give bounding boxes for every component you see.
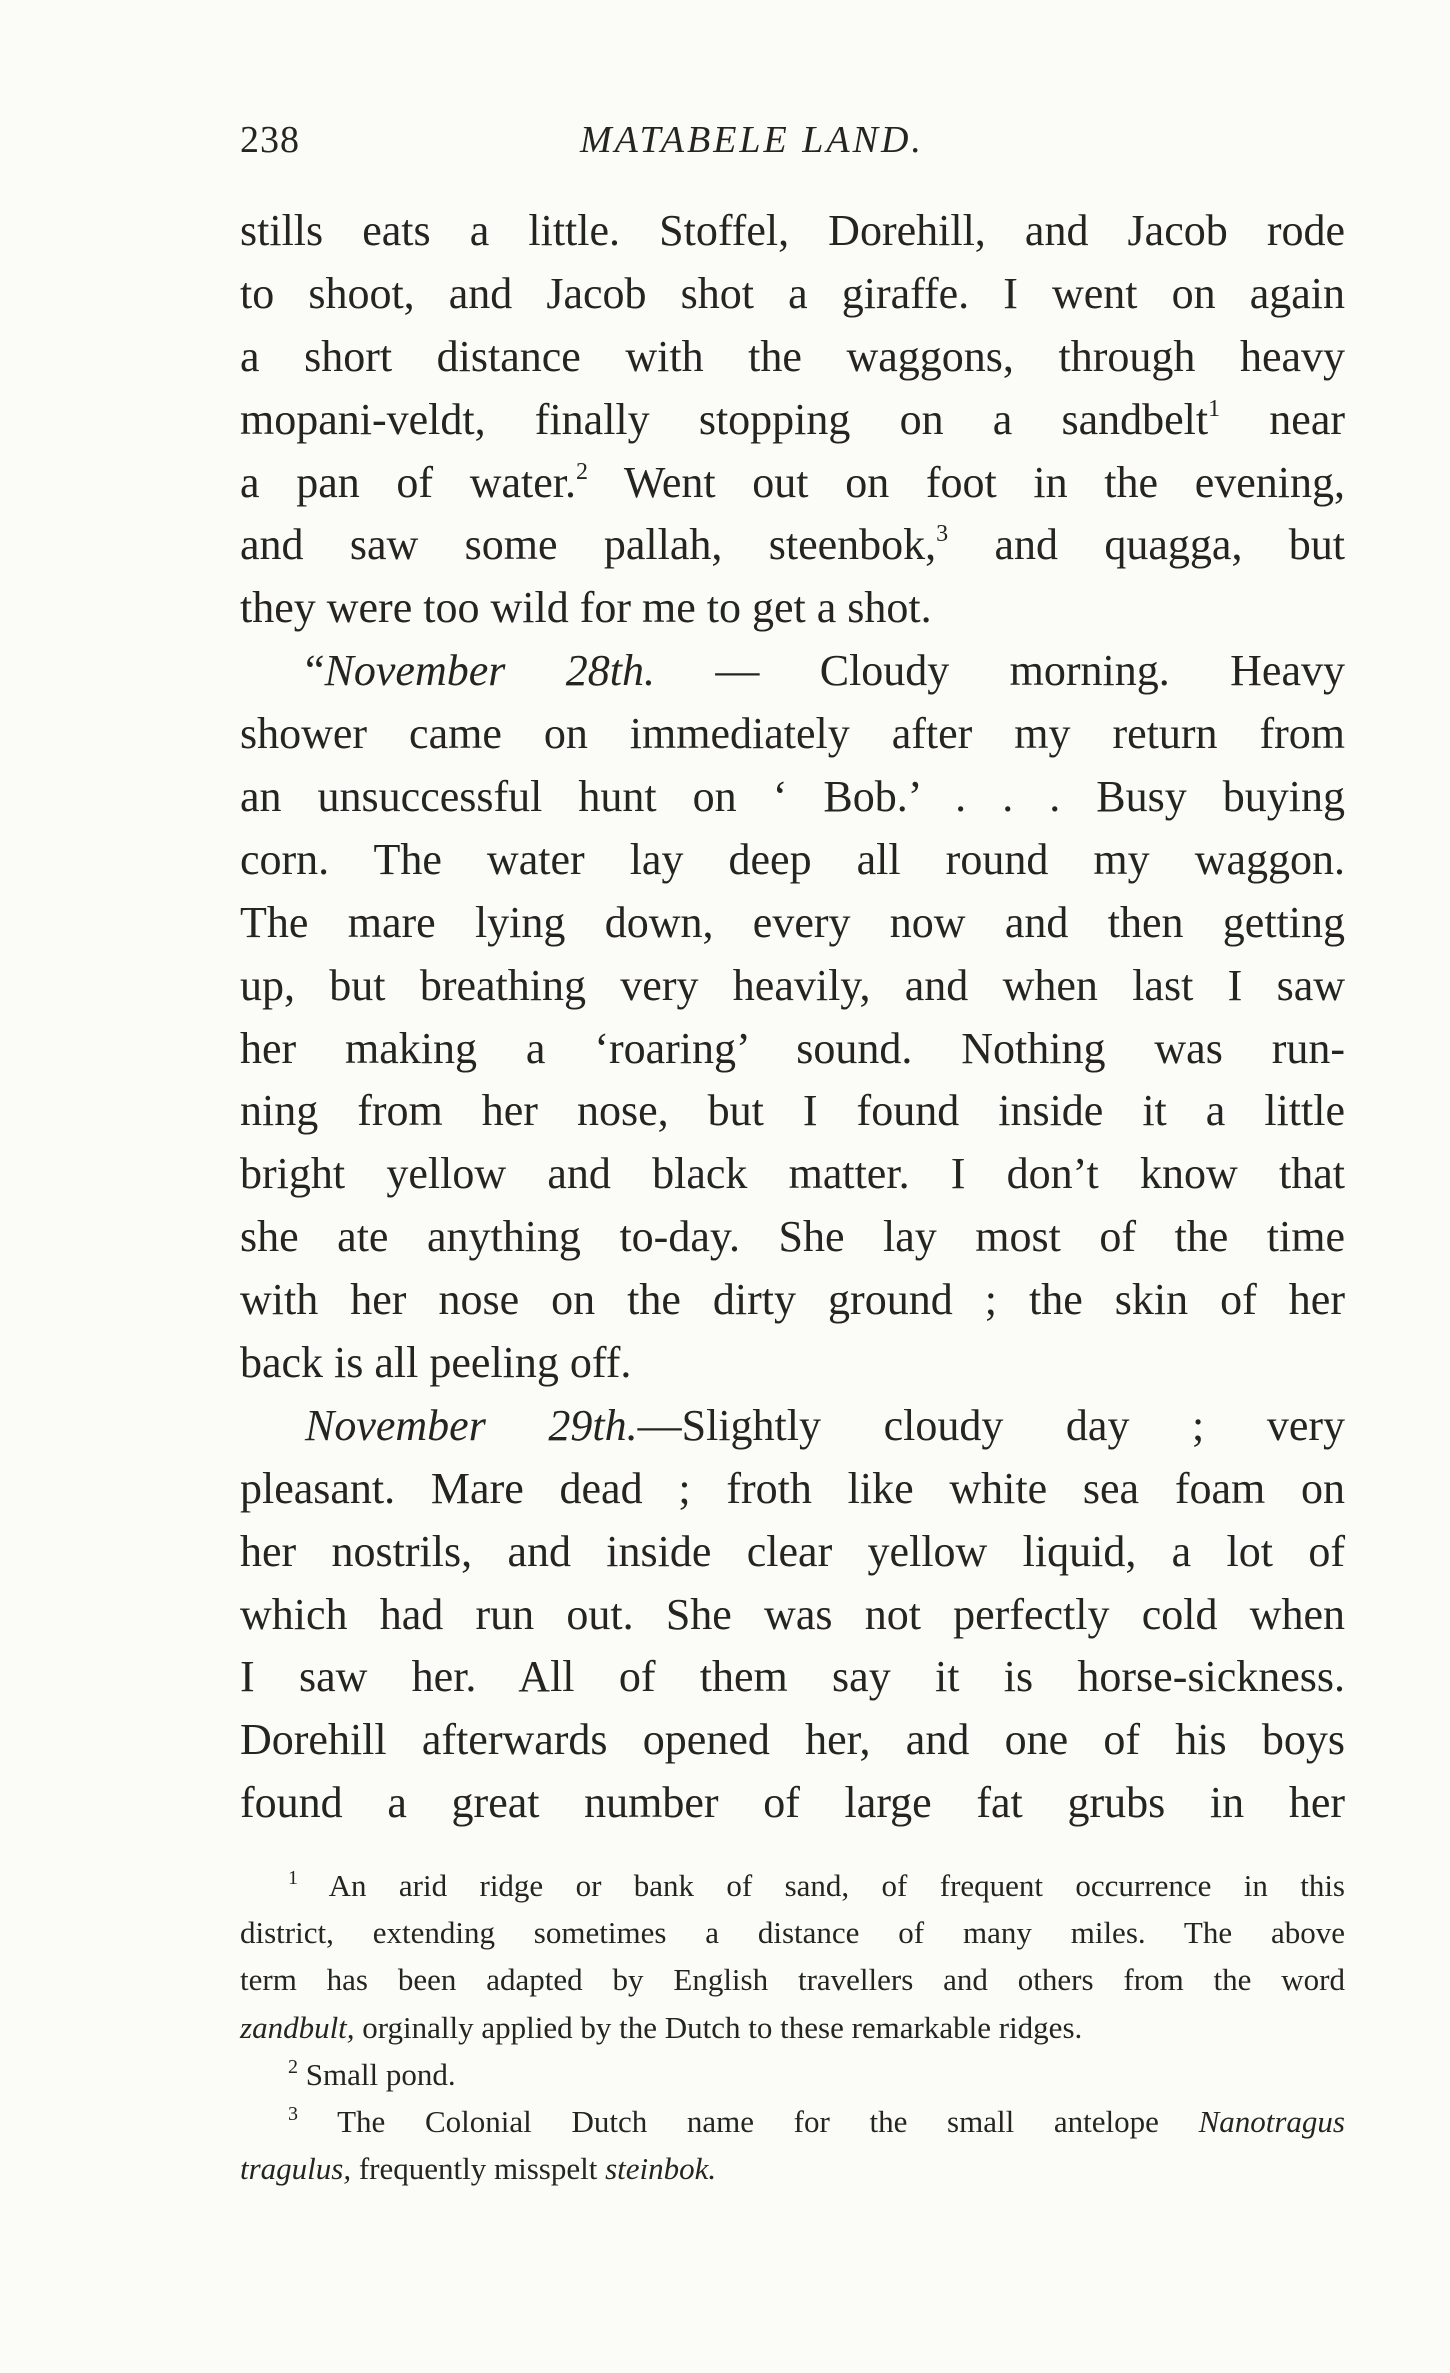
text-line: her making a ‘roaring’ sound. Nothing was run- [240, 1023, 1345, 1073]
text-line: corn. The water lay deep all round my waggon. [240, 834, 1345, 884]
text-line: The mare lying down, every now and then getting [240, 897, 1345, 947]
text-line: and saw some pallah, steenbok,$^3$ and quagga, but [240, 520, 1346, 570]
footnote-1: $^1$ An arid ridge or bank of sand, of frequent occurrence in this [288, 1867, 1345, 1903]
text-line: I saw her. All of them say it is horse-sickness. [240, 1652, 1345, 1702]
text-line: bright yellow and black matter. I don’t know that [240, 1149, 1345, 1199]
footnote-ref-1: 1 [1208, 395, 1221, 422]
text-line: November 29th.—Slightly cloudy day ; very [305, 1400, 1345, 1450]
footnote-3-line: tragulus, frequently misspelt steinbok. [240, 2151, 717, 2187]
footnote-2: $^2$ Small pond. [288, 2055, 456, 2092]
text-line: she ate anything to-day. She lay most of the time [240, 1212, 1345, 1262]
page-number: 238 [240, 119, 300, 161]
text-line: pleasant. Mare dead ; froth like white sea foam on [240, 1463, 1345, 1513]
text-line: up, but breathing very heavily, and when last I saw [240, 960, 1345, 1010]
text-line: which had run out. She was not perfectly cold when [240, 1589, 1345, 1639]
date-november-28: November 28th. [324, 646, 655, 696]
text-line: ning from her nose, but I found inside it a little [240, 1086, 1345, 1136]
text-line: back is all peeling off. [240, 1338, 632, 1388]
text-line: an unsuccessful hunt on ‘ Bob.’ . . . Busy buying [240, 772, 1345, 822]
footnote-ref-2: 2 [576, 458, 588, 485]
text-line: her nostrils, and inside clear yellow liquid, a lot of [240, 1526, 1345, 1576]
footnote-3: $^3$ The Colonial Dutch name for the small antelope Nanotragus [288, 2102, 1345, 2139]
text-line: stills eats a little. Stoffel, Dorehill, and Jacob rode [240, 206, 1345, 255]
footnote-ref-3: 3 [936, 521, 949, 548]
date-november-29: November 29th. [305, 1400, 638, 1450]
running-title: MATABELE LAND. [580, 119, 924, 161]
text-line: Dorehill afterwards opened her, and one of his boys [240, 1715, 1345, 1765]
text-line: “November 28th. — Cloudy morning. Heavy [305, 646, 1345, 696]
text-line: a short distance with the waggons, through heavy [240, 331, 1345, 381]
page-header [240, 118, 1345, 168]
text-line: mopani-veldt, finally stopping on a sandbelt$^1$ near [240, 394, 1345, 444]
text-line: found a great number of large fat grubs in her [240, 1778, 1345, 1828]
text-line: to shoot, and Jacob shot a giraffe. I went on again [240, 268, 1345, 318]
footnote-1-line: zandbult, orginally applied by the Dutch to these remarkable ridges. [240, 2009, 1083, 2045]
text-line: they were too wild for me to get a shot. [240, 583, 932, 633]
body-text [240, 200, 1345, 1835]
text-line: with her nose on the dirty ground ; the skin of her [240, 1275, 1345, 1325]
footnote-1-line: term has been adapted by English travellers and others from the word [240, 1962, 1345, 1998]
footnote-1-line: district, extending sometimes a distance of many miles. The above [240, 1915, 1345, 1951]
text-line: shower came on immediately after my return from [240, 709, 1345, 759]
text-line: a pan of water.$^2$ Went out on foot in the evening, [240, 457, 1345, 507]
footnotes [240, 1862, 1345, 2192]
